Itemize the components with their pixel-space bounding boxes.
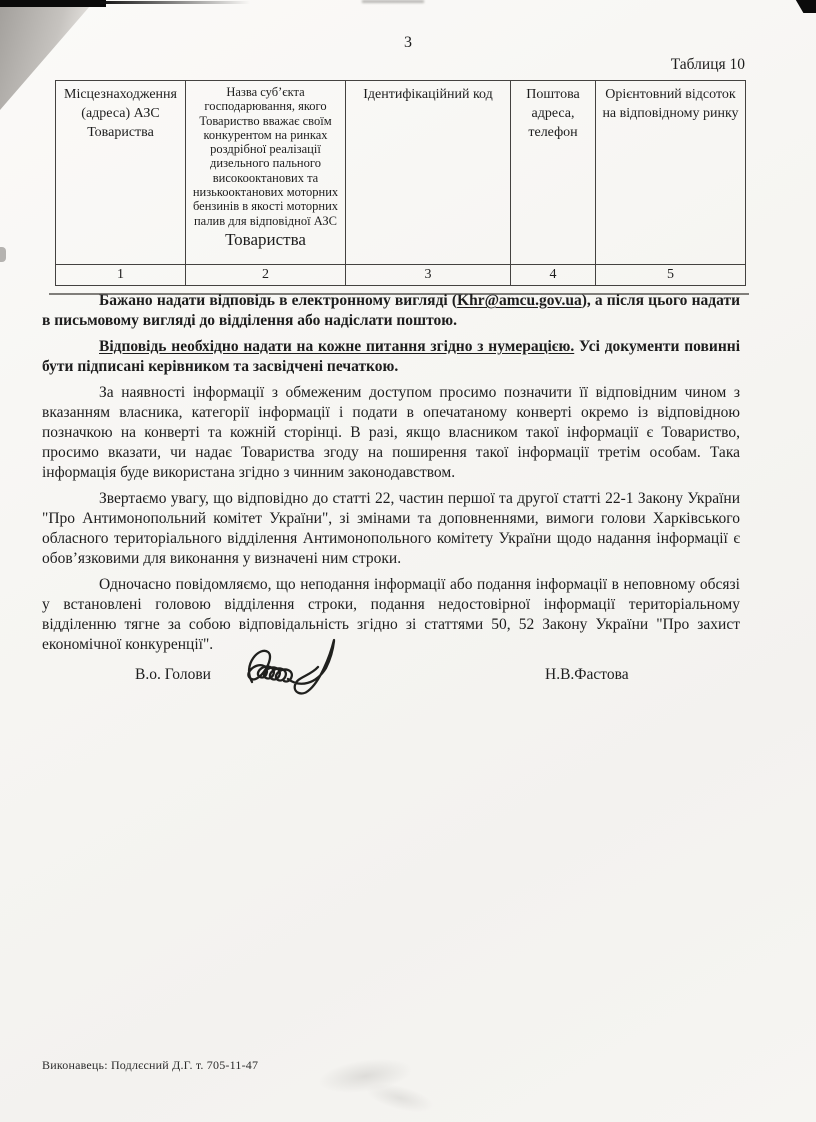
paragraph-restricted-info: За наявності інформації з обмеженим доступом просимо позначити її відповідним чином з вказанням власника, категорії інформації і подати в опечатаному конверті окремо із відповідною позначкою на конверті та кожній сторінці. В разі, якщо власником такої інформації є Товариство, просимо вказати, чи надає Товариства згоду на поширення такої інформації третім особам. Така інформація буде використана згідно з чинним законодавством.: [42, 384, 740, 481]
signatory-position: В.о. Голови: [135, 666, 211, 683]
column-number-4: 4: [511, 265, 596, 286]
header-cell-postal: [511, 81, 596, 265]
header-text-id-code: Ідентифікаційний код: [363, 87, 493, 102]
p1-after-email: ), а після цього надати в письмовому вигляді до відділення або надіслати поштою.: [42, 292, 741, 329]
header-text-competitor-tail: Товариства: [225, 229, 306, 249]
header-text-market-share: Орієнтовний відсоток на відповідному ринку: [602, 87, 739, 121]
column-number-2: 2: [186, 265, 346, 286]
paragraph-liability: Одночасно повідомляємо, що неподання інформації або подання інформації в неповному обсязі у встановлені головою відділення строки, подання недостовірної інформації територіальному відділенню тягне за собою відповідальність згідно зі статтями 50, 52 Закону України "Про захист економічної конкуренції".: [42, 576, 740, 653]
page-number: 3: [404, 34, 412, 51]
header-cell-market-share: [596, 81, 746, 265]
p2-rest-sentence: Усі документи повинні бути підписані керівником та засвідчені печаткою.: [42, 338, 740, 375]
table-header-row: [56, 81, 746, 265]
paragraph-legal-obligation: Звертаємо увагу, що відповідно до статті 22, частин першої та другої статті 22-1 Закону України "Про Антимонопольний комітет України", зі змінами та доповненнями, вимоги голови Харківського обласного територіального відділення Антимонопольного комітету України щодо надання інформації є обов’язковими для виконання у визначені ним строки.: [42, 490, 740, 567]
handwritten-signature: [238, 636, 358, 704]
header-text-postal: Поштова адреса, телефон: [526, 87, 580, 140]
paragraph-answer-requirement: [42, 337, 740, 377]
column-number-3: 3: [346, 265, 511, 286]
table-column-numbers-row: [56, 265, 746, 286]
email-address: Khr@amcu.gov.ua: [457, 292, 582, 309]
table-caption: Таблиця 10: [670, 56, 745, 73]
header-text-location: Місцезнаходження (адреса) АЗС Товариства: [64, 87, 177, 140]
header-cell-location: [56, 81, 186, 265]
column-number-5: 5: [596, 265, 746, 286]
executor-note: Виконавець: Подлєсний Д.Г. т. 705-11-47: [42, 1058, 259, 1072]
p2-underlined-sentence: Відповідь необхідно надати на кожне питання згідно з нумерацією.: [99, 338, 575, 355]
competitors-table: [55, 80, 746, 286]
paragraph-email-instruction: [42, 291, 740, 331]
header-cell-id-code: [346, 81, 511, 265]
scan-black-bar-top-left: [0, 0, 106, 7]
scan-smudge-top-center: [362, 0, 424, 3]
header-cell-competitor-name: [186, 81, 346, 265]
signatory-name: Н.В.Фастова: [545, 666, 629, 683]
scan-black-mark-top-right: [788, 0, 816, 13]
p1-before-email: Бажано надати відповідь в електронному вигляді (: [99, 292, 458, 309]
scan-black-line-top: [100, 1, 250, 4]
scan-mark-left-edge: [0, 247, 6, 262]
column-number-1: 1: [56, 265, 186, 286]
body-text: [42, 291, 740, 661]
header-text-competitor-name: Назва суб’єкта господарювання, якого Товариство вважає своїм конкурентом на ринках роздрібної реалізації дизельного пального високооктанових та низькооктанових моторних бензинів в якості моторних палив для відповідної АЗС: [192, 85, 339, 228]
